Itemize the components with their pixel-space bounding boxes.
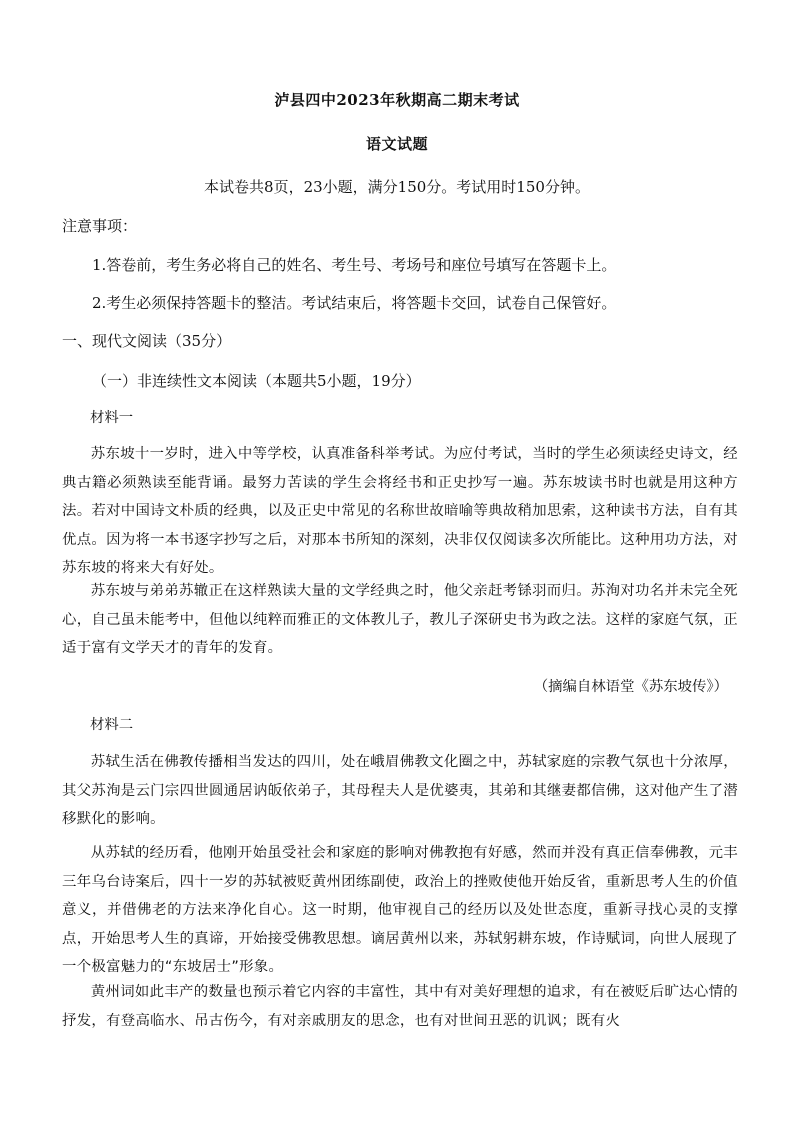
material2-paragraph-3: 黄州词如此丰产的数量也预示着它内容的丰富性，其中有对美好理想的追求，有在被贬后旷达心情的抒发，有登高临水、吊古伤今，有对亲戚朋友的思念，也有对世间丑恶的讥讽；既有火 [62, 984, 738, 1029]
material1-paragraph-2: 苏东坡与弟弟苏辙正在这样熟读大量的文学经典之时，他父亲赶考铩羽而归。苏洵对功名并未完全死心，自己虽未能考中，但他以纯粹而雅正的文体教儿子，教儿子深研史书为政之法。这样的家庭气氛，正适于富有文学天才的青年的发育。 [62, 583, 738, 656]
note-item-2: 2.考生必须保持答题卡的整洁。考试结束后，将答题卡交回，试卷自己保管好。 [92, 294, 617, 312]
material2-label: 材料二 [90, 717, 134, 733]
material1-label: 材料一 [90, 410, 134, 426]
material2-paragraph-1: 苏轼生活在佛教传播相当发达的四川，处在峨眉佛教文化圈之中，苏轼家庭的宗教气氛也十分浓厚，其父苏洵是云门宗四世圆通居讷皈依弟子，其母程夫人是优婆夷，其弟和其继妻都信佛，这对他产生了潜移默化的影响。 [62, 754, 738, 827]
notes-heading: 注意事项： [62, 217, 138, 235]
material2-paragraph-2: 从苏轼的经历看，他刚开始虽受社会和家庭的影响对佛教抱有好感，然而并没有真正信奉佛教，元丰三年乌台诗案后，四十一岁的苏轼被贬黄州团练副使，政治上的挫败使他开始反省，重新思考人生的价值意义，并借佛老的方法来净化自心。这一时期，他审视自己的经历以及处世态度，重新寻找心灵的支撑点，开始思考人生的真谛，开始接受佛教思想。谪居黄州以来，苏轼躬耕东坡，作诗赋词，向世人展现了一个极富魅力的“东坡居士”形象。 [62, 845, 738, 975]
section-subheading: （一）非连续性文本阅读（本题共5小题，19分） [92, 372, 421, 390]
section-heading: 一、现代文阅读（35分） [62, 332, 232, 350]
exam-title: 泸县四中2023年秋期高二期末考试 [274, 91, 520, 109]
subject-title: 语文试题 [365, 135, 428, 153]
material1-paragraph-1: 苏东坡十一岁时，进入中等学校，认真准备科举考试。为应付考试，当时的学生必须读经史诗文，经典古籍必须熟读至能背诵。最努力苦读的学生会将经书和正史抄写一遍。苏东坡读书时也就是用这种方法。若对中国诗文朴质的经典，以及正史中常见的名称世故暗喻等典故稍加思索，这种读书方法，自有其优点。因为将一本书逐字抄写之后，对那本书所知的深刻，决非仅仅阅读多次所能比。这种用功方法，对苏东坡的将来大有好处。 [62, 446, 738, 576]
material1-source: （摘编自林语堂《苏东坡传》） [533, 679, 728, 695]
exam-summary: 本试卷共8页，23小题，满分150分。考试用时150分钟。 [204, 178, 590, 196]
note-item-1: 1.答卷前，考生务必将自己的姓名、考生号、考场号和座位号填写在答题卡上。 [92, 256, 617, 274]
